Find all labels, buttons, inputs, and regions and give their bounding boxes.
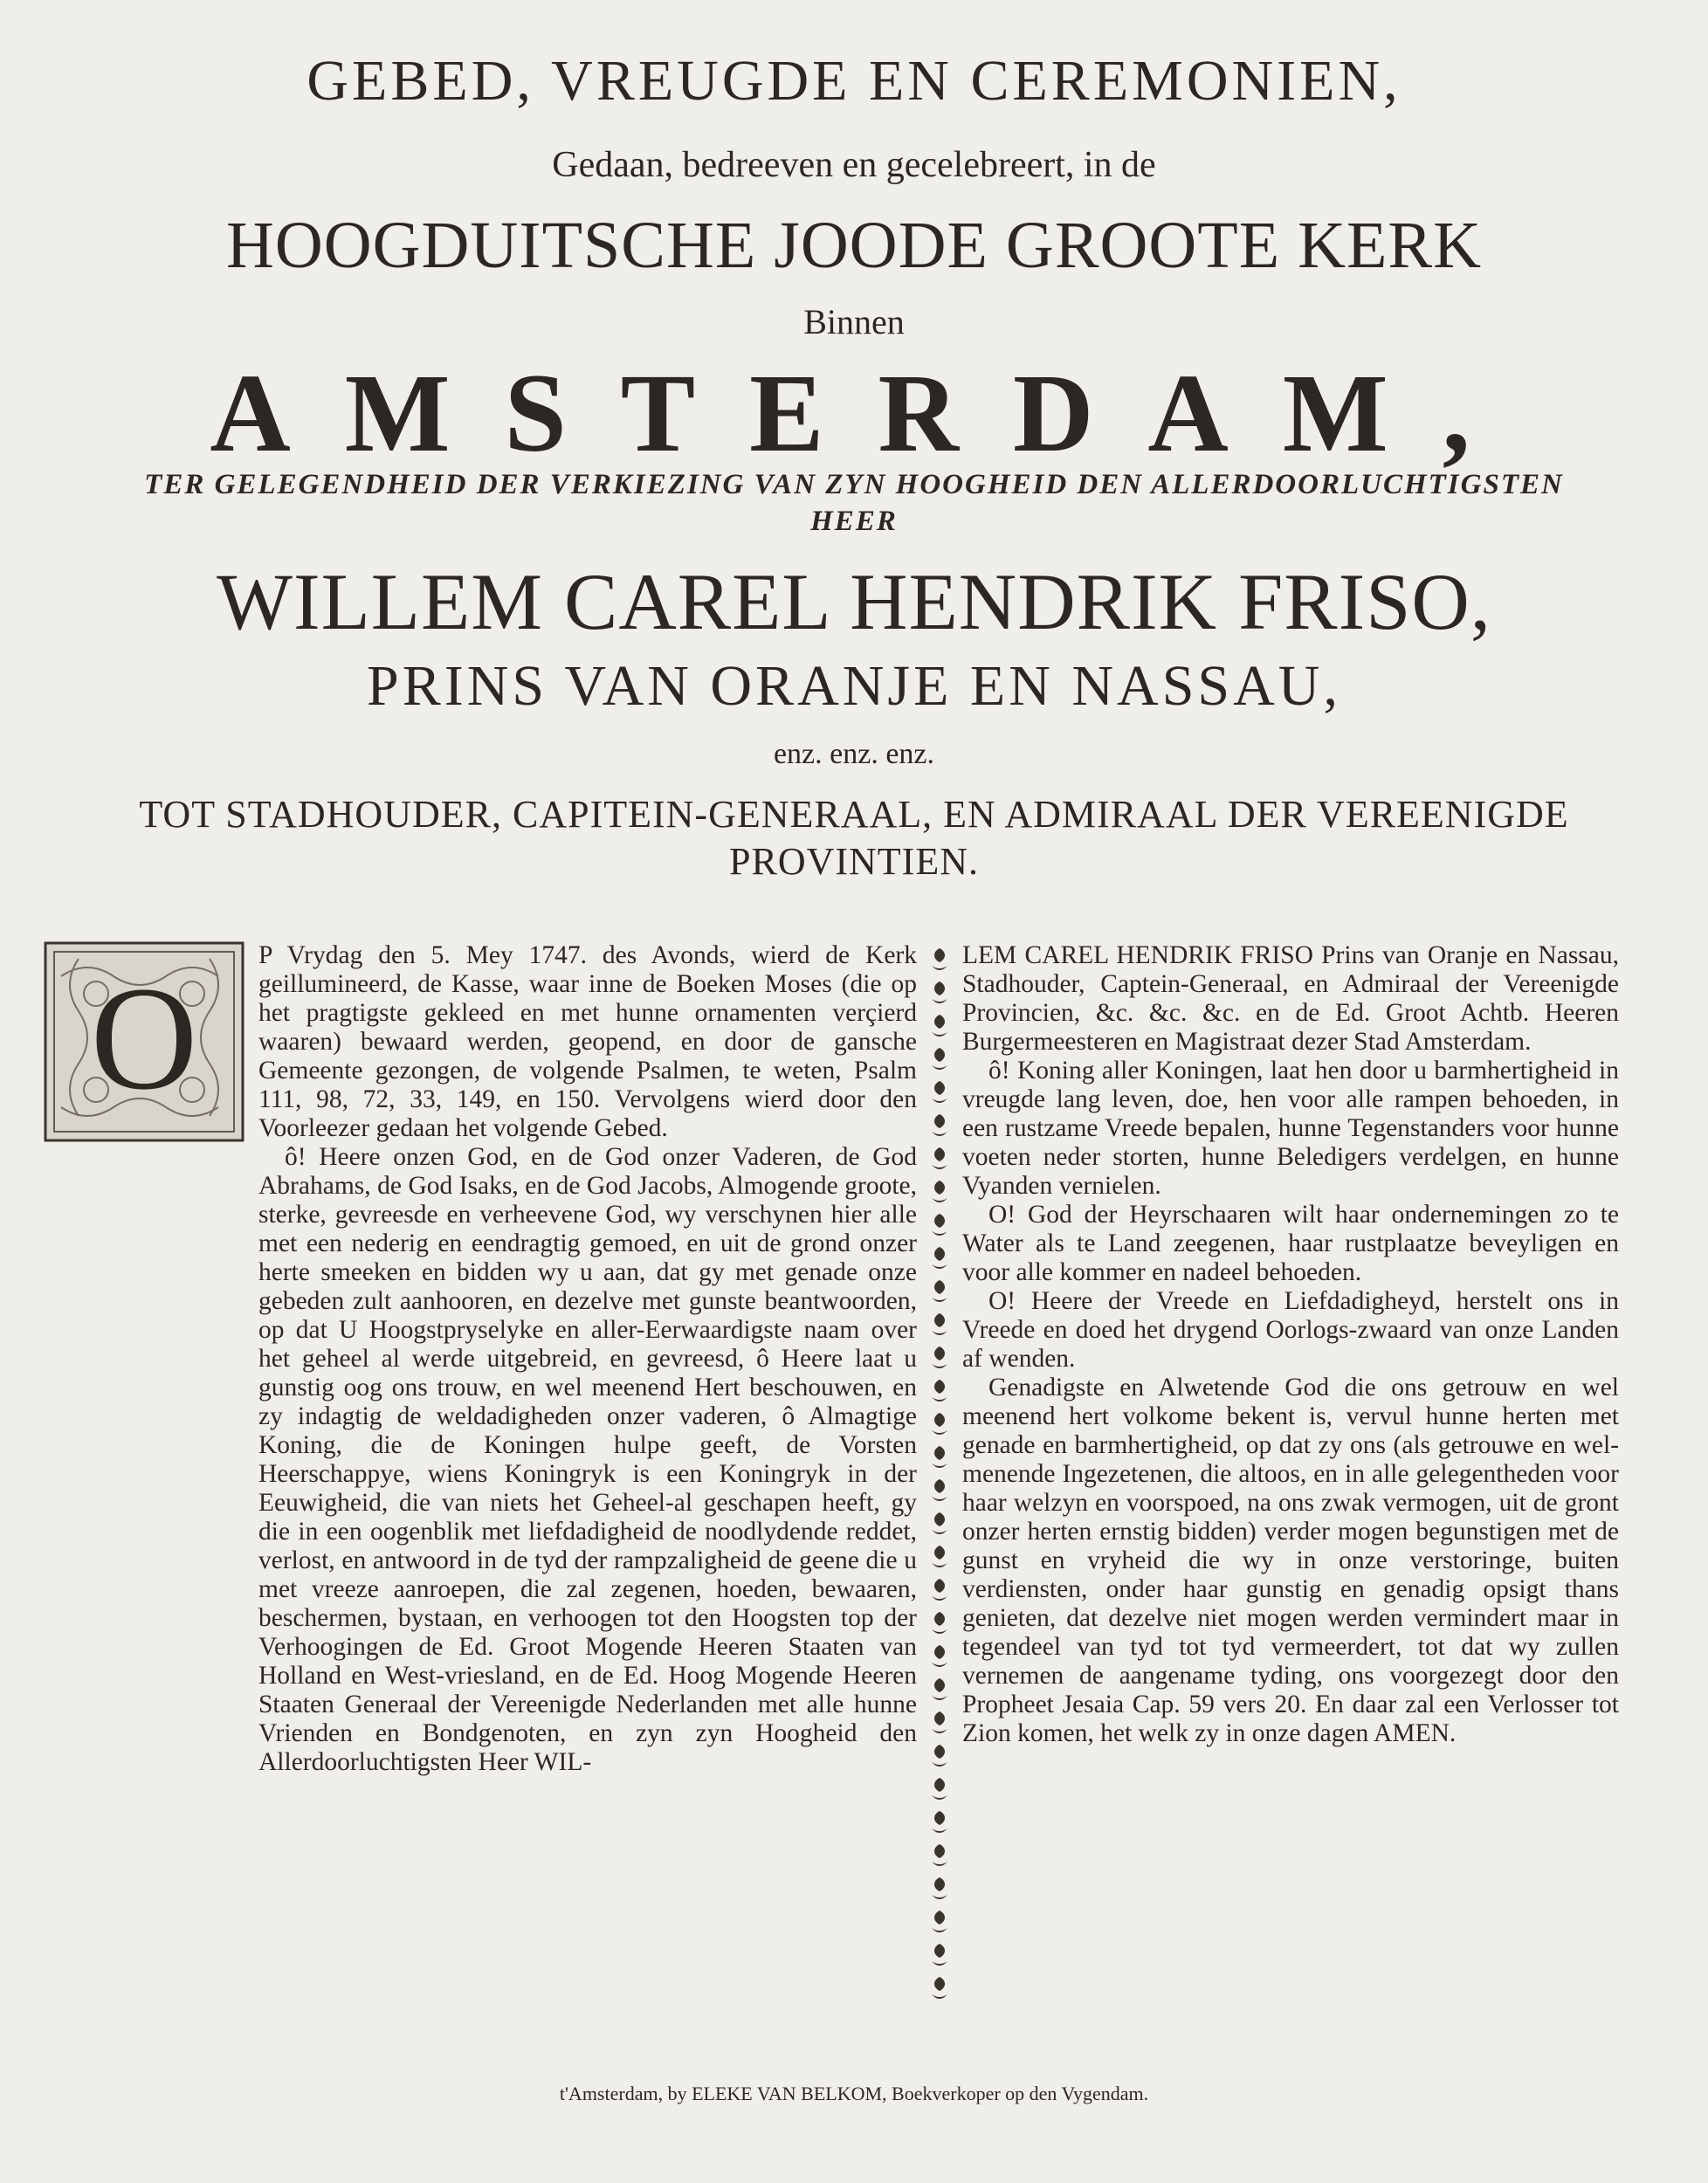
paragraph: LEM CAREL HENDRIK FRISO Prins van Oranje en Nassau, Stadhouder, Captein-Generaal, en Admiraal der Vereenigde Provincien, &c. &c. &c. en de Ed. Groot Achtb. Heeren Burgermeesteren en Magistraat dezer Stad Amsterdam. <box>962 941 1619 1056</box>
paragraph: Genadigste en Alwetende God die ons getrouw en wel meenend hert volkome bekent is, vervul hunne herten met genade en barmhertigheid, op dat zy ons (als getrouwe en wel-menende Ingezetenen, die altoos, en in alle gelegentheden voor haar welzyn en voorspoed, na ons zwak vermogen, uit de gront onzer herten ernstig bidden) verder mogen begunstigen met de gunst en vryheid die wy in onze verstoringe, buiten verdiensten, onder haar gunstig en genadig opsigt thans genieten, dat dezelve niet mogen werden vermindert maar in tegendeel van tyd tot tyd vermeerdert, tot dat wy zullen vernemen de aangename tyding, ons voorgezegt door den Propheet Jesaia Cap. 59 vers 20. En daar zal een Verlosser tot Zion komen, het welk zy in onze dagen AMEN. <box>962 1374 1619 1747</box>
divider-ornament <box>932 1413 947 1435</box>
paragraph: ô! Heere onzen God, en de God onzer Vaderen, de God Abrahams, de God Isaks, en de God Jacobs, Almogende groote, sterke, gevreesde en verheevene God, wy verschynen hier alle met een nederig en eendragtig gemoed, en uit de grond onzer herte smeeken en bidden wy u aan, dat gy met genade onze gebeden zult aanhooren, en dezelve met gunste beantwoorden, op dat U Hoogstpryselyke en aller-Eerwaardigste naam over het geheel al werde uitgebreid, en gevreesd, ô Heere laat u gunstig oog ons trouw, en wel meenend Hert beschouwen, en zy indagtig de weldadigheden onzer vaderen, ô Almagtige Koning, die de Koningen hulpe geeft, de Vorsten Heerschappye, wiens Koningryk is een Koningryk in der Eeuwigheid, die van niets het Geheel-al geschapen heeft, gy die in een oogenblik met liefdadigheid de noodlydende reddet, verlost, en antwoord in de tyd der rampzaligheid de geene die u met vreeze aanroepen, die zal zegenen, hoeden, bewaaren, beschermen, bystaan, en verhoogen tot den Hoogsten top der Verhoogingen de Ed. Groot Mogende Heeren Staaten van Holland en West-vriesland, en de Ed. Hoog Mogende Heeren Staaten Generaal der Vereenigde Nederlanden met alle hunne Vrienden en Bondgenoten, en zyn zyn Hoogheid den Allerdoorluchtigsten Heer WIL- <box>258 1143 917 1776</box>
divider-ornament <box>932 1745 947 1766</box>
title-line-gebed: GEBED, VREUGDE EN CEREMONIEN, <box>306 49 1402 113</box>
divider-ornament <box>932 1048 947 1070</box>
divider-ornament <box>932 1313 947 1335</box>
title-stadhouder: TOT STADHOUDER, CAPITEIN-GENERAAL, EN ADMIRAAL DER VEREENIGDE PROVINTIEN. <box>139 793 1569 883</box>
divider-ornament <box>932 1944 947 1966</box>
right-column <box>962 941 1619 1748</box>
subtitle-gedaan: Gedaan, bedreeven en gecelebreert, in de <box>552 145 1156 185</box>
divider-ornament <box>932 1081 947 1103</box>
divider-ornament <box>932 1114 947 1136</box>
divider-ornament <box>932 1579 947 1601</box>
title-amsterdam: AMSTERDAM, <box>210 351 1525 475</box>
divider-ornament <box>932 1280 947 1302</box>
title-prins: PRINS VAN ORANJE EN NASSAU, <box>367 654 1341 718</box>
divider-ornament <box>932 1546 947 1567</box>
divider-ornament <box>932 1911 947 1932</box>
subtitle-binnen: Binnen <box>803 302 905 341</box>
title-kerk: HOOGDUITSCHE JOODE GROOTE KERK <box>225 209 1483 282</box>
divider-ornament <box>932 1711 947 1733</box>
divider-ornament <box>932 1844 947 1866</box>
imprint: t'Amsterdam, by ELEKE VAN BELKOM, Boekverkoper op den Vygendam. <box>559 2083 1149 2104</box>
divider-ornament <box>932 1446 947 1468</box>
paragraph: P Vrydag den 5. Mey 1747. des Avonds, wierd de Kerk geillumineerd, de Kasse, waar inne de Boeken Moses (die op het pragtigste gekleed en met hunne ornamenten verçierd waaren) bewaard werden, geopend, en door de gansche Gemeente gezongen, de volgende Psalmen, te weten, Psalm 111, 98, 72, 33, 149, en 150. Vervolgens wierd door den Voorleezer gedaan het volgende Gebed. <box>258 941 917 1142</box>
divider-ornament <box>932 948 947 970</box>
subtitle-enz: enz. enz. enz. <box>773 738 935 770</box>
divider-ornament <box>932 1678 947 1700</box>
divider-ornament <box>932 1380 947 1401</box>
divider-ornament <box>932 1015 947 1036</box>
divider-ornament <box>932 1612 947 1634</box>
ornament-icon <box>44 941 244 1142</box>
subtitle-gelegendheid: TER GELEGENDHEID DER VERKIEZING VAN ZYN HOOGHEID DEN ALLERDOORLUCHTIGSTEN HEER <box>144 469 1564 537</box>
paragraph: ô! Koning aller Koningen, laat hen door u barmhertigheid in vreugde lang leven, doe, hen voor alle rampen behoeden, in een rustzame Vreede bepalen, hunne Tegenstanders voor hunne voeten neder storten, hunne Beledigers verdelgen, en hunne Vyanden vernielen. <box>962 1057 1619 1200</box>
divider-ornament <box>932 1214 947 1236</box>
divider-ornament <box>932 1778 947 1800</box>
divider-ornament <box>932 1512 947 1534</box>
ornamental-divider <box>919 941 960 2007</box>
divider-ornament <box>932 1645 947 1667</box>
paragraph: O! Heere der Vreede en Liefdadigheyd, herstelt ons in Vreede en doed het drygend Oorlogs-zwaard van onze Landen af wenden. <box>962 1287 1619 1373</box>
decorative-initial <box>44 941 244 1142</box>
divider-ornament <box>932 1479 947 1501</box>
title-willem: WILLEM CAREL HENDRIK FRISO, <box>217 557 1491 646</box>
divider-ornament <box>932 1977 947 1999</box>
divider-ornament <box>932 1247 947 1269</box>
divider-ornament <box>932 1147 947 1169</box>
divider-ornament <box>932 1877 947 1899</box>
divider-ornament <box>932 1346 947 1368</box>
left-column <box>258 941 917 1777</box>
paragraph: O! God der Heyrschaaren wilt haar ondernemingen zo te Water als te Land zeegenen, haar rustplaatze beveyligen en voor alle kommer en nadeel behoeden. <box>962 1201 1619 1286</box>
divider-ornament <box>932 981 947 1003</box>
divider-ornament <box>932 1181 947 1202</box>
dropcap-letter: O <box>90 956 198 1120</box>
divider-ornament <box>932 1811 947 1833</box>
